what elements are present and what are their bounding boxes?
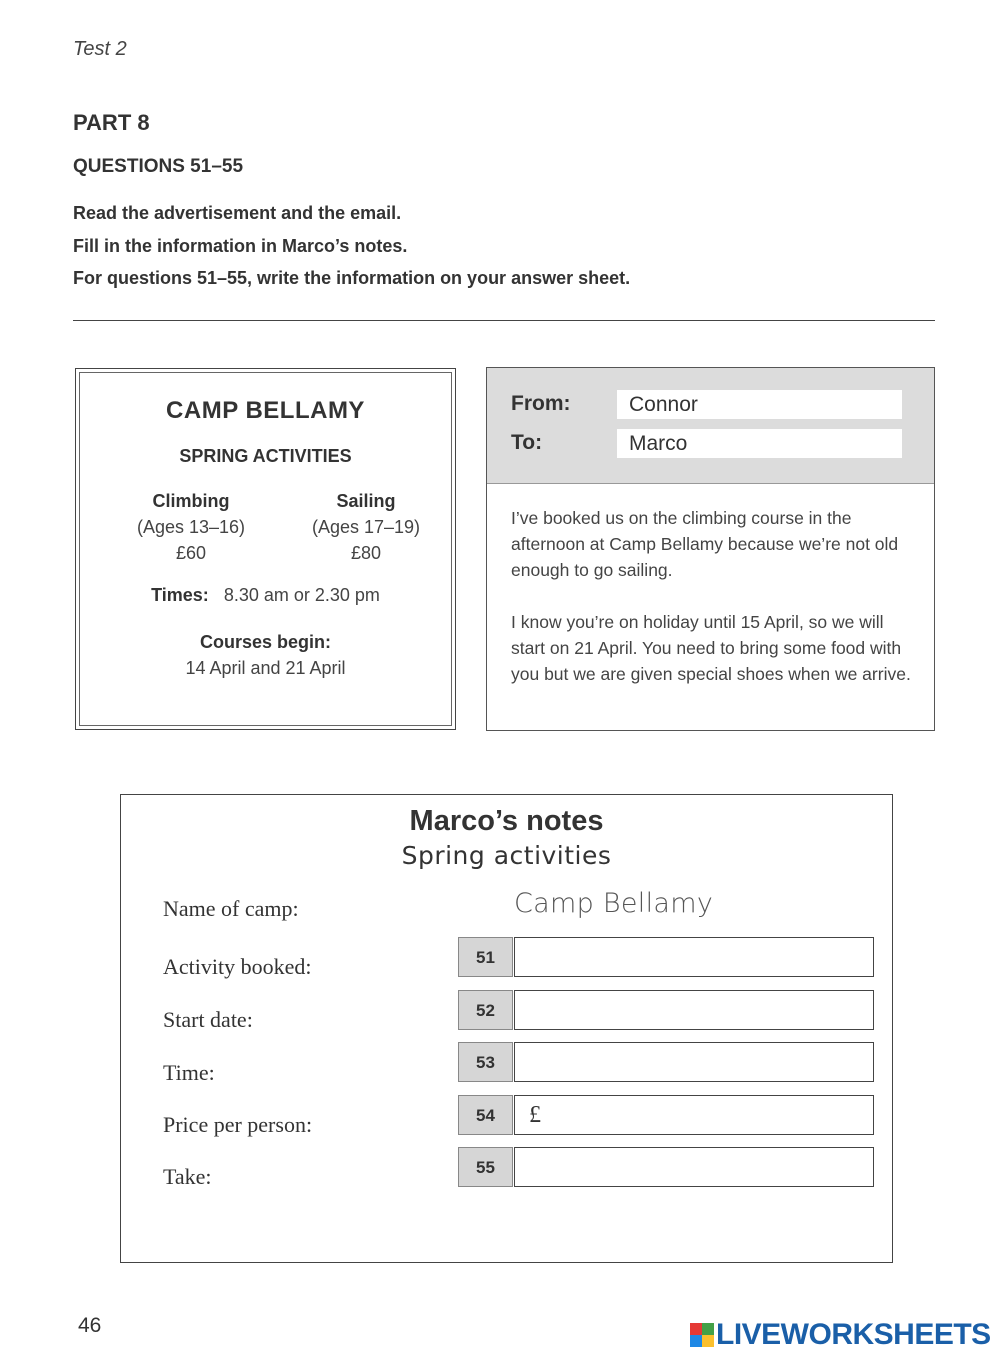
time-label: Time: bbox=[163, 1060, 215, 1085]
answer-row-51 bbox=[458, 937, 874, 977]
ad-activity-name: Sailing bbox=[336, 491, 396, 511]
email-paragraph: I’ve booked us on the climbing course in the afternoon at Camp Bellamy because we’re not old enough to go sailing. bbox=[511, 508, 899, 580]
ad-activity-ages: (Ages 17–19) bbox=[311, 517, 421, 537]
activity-booked-label: Activity booked: bbox=[163, 954, 312, 979]
answer-row-54 bbox=[458, 1095, 874, 1135]
brand-name: LIVEWORKSHEETS bbox=[716, 1318, 991, 1351]
notes-form bbox=[120, 794, 893, 1263]
notes-subtitle: Spring activities bbox=[401, 841, 612, 870]
advertisement bbox=[75, 368, 456, 730]
ad-title: CAMP BELLAMY bbox=[166, 397, 365, 424]
liveworksheets-logo-icon bbox=[690, 1323, 714, 1347]
camp-name-label: Name of camp: bbox=[163, 896, 299, 921]
answer-field-52[interactable] bbox=[514, 990, 874, 1030]
ad-activity-name: Climbing bbox=[152, 491, 230, 511]
ad-times bbox=[80, 585, 451, 606]
question-number: 51 bbox=[458, 937, 513, 977]
email-paragraph: I know you’re on holiday until 15 April, so we will start on 21 April. You need to bring some food with you but we are given special shoes when we arrive. bbox=[511, 612, 911, 684]
ad-courses-begin-value: 14 April and 21 April bbox=[185, 658, 346, 678]
instruction-line: Fill in the information in Marco’s notes. bbox=[73, 236, 408, 256]
ad-subtitle: SPRING ACTIVITIES bbox=[179, 446, 352, 466]
instruction-line: Read the advertisement and the email. bbox=[73, 203, 402, 223]
answer-row-53 bbox=[458, 1042, 874, 1082]
answer-field-55[interactable] bbox=[514, 1147, 874, 1187]
ad-courses-begin-label: Courses begin: bbox=[199, 632, 332, 652]
answer-row-55 bbox=[458, 1147, 874, 1187]
ad-times-label: Times: bbox=[151, 585, 209, 605]
question-number: 55 bbox=[458, 1147, 513, 1187]
question-number: 54 bbox=[458, 1095, 513, 1135]
ad-activity-ages: (Ages 13–16) bbox=[136, 517, 246, 537]
test-label: Test 2 bbox=[73, 38, 127, 60]
ad-activity-climbing bbox=[116, 488, 266, 566]
divider bbox=[73, 320, 935, 321]
email-header bbox=[487, 368, 934, 484]
email-to-label: To: bbox=[511, 431, 543, 454]
camp-name-value: Camp Bellamy bbox=[514, 888, 714, 919]
email-to-field: Marco bbox=[617, 429, 902, 458]
ad-activity-price: £80 bbox=[350, 543, 382, 563]
page-number: 46 bbox=[78, 1314, 102, 1337]
part-title: PART 8 bbox=[73, 110, 150, 135]
ad-times-value: 8.30 am or 2.30 pm bbox=[223, 585, 380, 605]
start-date-label: Start date: bbox=[163, 1007, 253, 1032]
email-from-label: From: bbox=[511, 392, 571, 415]
answer-field-54[interactable]: £ bbox=[514, 1095, 874, 1135]
answer-field-53[interactable] bbox=[514, 1042, 874, 1082]
instruction-line: For questions 51–55, write the information on your answer sheet. bbox=[73, 268, 631, 288]
answer-field-51[interactable] bbox=[514, 937, 874, 977]
questions-title: QUESTIONS 51–55 bbox=[73, 156, 244, 177]
question-number: 52 bbox=[458, 990, 513, 1030]
email bbox=[486, 367, 935, 731]
answer-row-52 bbox=[458, 990, 874, 1030]
ad-courses-begin bbox=[80, 629, 451, 681]
advertisement-inner-frame bbox=[79, 372, 452, 726]
notes-title: Marco’s notes bbox=[409, 805, 604, 837]
ad-activity-sailing bbox=[291, 488, 441, 566]
ad-activity-price: £60 bbox=[175, 543, 207, 563]
email-from-field: Connor bbox=[617, 390, 902, 419]
brand-logo bbox=[690, 1318, 991, 1352]
question-number: 53 bbox=[458, 1042, 513, 1082]
price-per-person-label: Price per person: bbox=[163, 1112, 313, 1137]
take-label: Take: bbox=[163, 1164, 212, 1189]
